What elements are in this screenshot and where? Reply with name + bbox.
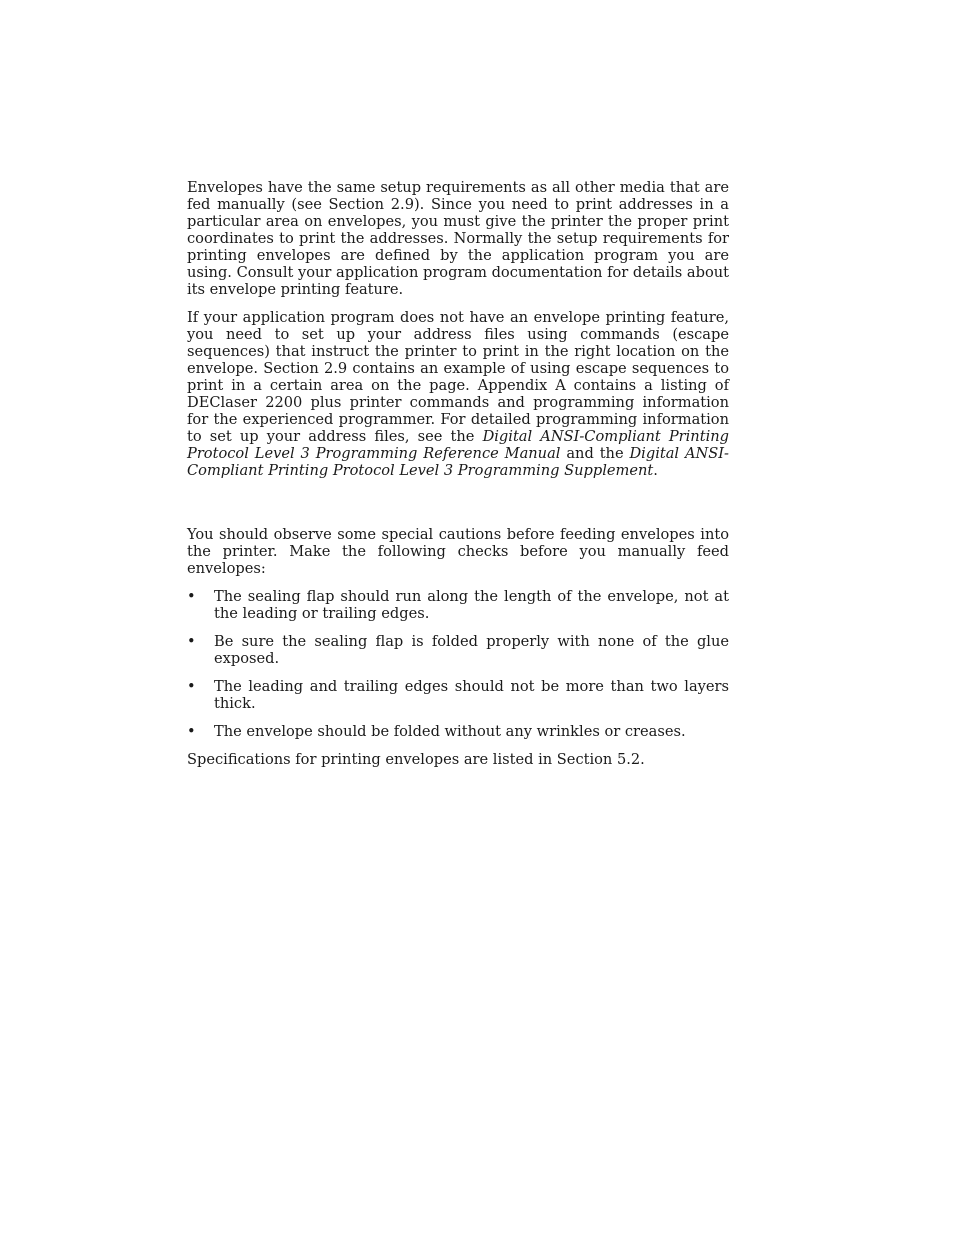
list-item-text: The envelope should be folded without any wrinkles or creases. — [214, 723, 686, 740]
bullet-icon: • — [187, 588, 196, 605]
specifications-paragraph: Specifications for printing envelopes are listed in Section 5.2. — [187, 751, 645, 768]
envelope-setup-paragraph: Envelopes have the same setup requirements as all other media that are fed manually (see Section 2.9). Since you need to print addresses in a particular area on envelopes, you must give the printer the proper print coordinates to print the addresses. Normally the setup requirements for printing envelopes are defined by the application program you are using. Consult your application program documentation for details about its envelope printing feature. — [187, 179, 729, 298]
list-item — [187, 678, 729, 712]
reference-manual-title: Digital ANSI-Compliant Printing Protocol Level 3 Programming Reference Manual — [187, 428, 729, 462]
escape-sequence-text: If your application program does not have an envelope printing feature, you need to set up your address files using commands (escape sequences) that instruct the printer to print in the right location on the envelope. Section 2.9 contains an example of using escape sequences to print in a certain area on the page. Appendix A contains a listing of DEClaser 2200 plus printer commands and programming information for the experienced programmer. For detailed programming information to set up your address files, see the — [187, 309, 729, 445]
bullet-icon: • — [187, 723, 196, 740]
bullet-icon: • — [187, 633, 196, 650]
section-gap — [187, 490, 729, 526]
bullet-icon: • — [187, 678, 196, 695]
document-page — [187, 179, 729, 779]
list-item — [187, 633, 729, 667]
list-item — [187, 588, 729, 622]
list-item-text: The leading and trailing edges should not be more than two layers thick. — [214, 678, 729, 712]
programming-supplement-title: Digital ANSI-Compliant Printing Protocol Level 3 Programming Supplement — [187, 445, 729, 479]
list-item-text: Be sure the sealing flap is folded properly with none of the glue exposed. — [214, 633, 729, 667]
list-item — [187, 723, 729, 740]
cautions-intro-paragraph: You should observe some special cautions before feeding envelopes into the printer. Make the following checks before you manually feed envelopes: — [187, 526, 729, 577]
escape-sequence-paragraph — [187, 309, 729, 479]
list-item-text: The sealing flap should run along the length of the envelope, not at the leading or trailing edges. — [214, 588, 729, 622]
paragraph-end: . — [653, 462, 658, 479]
cautions-list — [187, 588, 729, 740]
reference-joiner: and the — [560, 445, 630, 462]
